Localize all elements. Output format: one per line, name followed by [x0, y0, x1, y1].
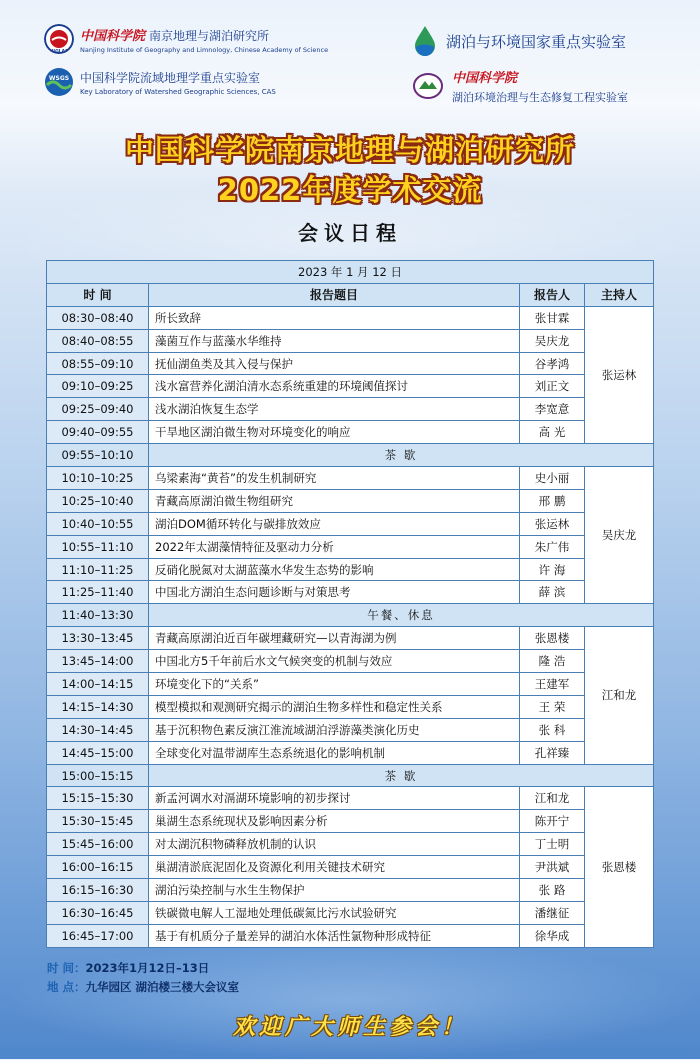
- topic-cell: 干旱地区湖泊微生物对环境变化的响应: [149, 421, 520, 444]
- topic-cell: 基于有机质分子量差异的湖泊水体活性氯物种形成特征: [149, 924, 520, 947]
- water-drop-icon: [410, 24, 440, 58]
- speaker-cell: 孔祥臻: [520, 741, 585, 764]
- speaker-cell: 张 路: [520, 879, 585, 902]
- event-place-label: 地 点：: [47, 980, 86, 994]
- table-row: [47, 421, 654, 444]
- table-row: [47, 581, 654, 604]
- table-row: [47, 489, 654, 512]
- speaker-cell: 张恩楼: [520, 627, 585, 650]
- speaker-cell: 王建军: [520, 673, 585, 696]
- topic-cell: 浅水富营养化湖泊清水态系统重建的环境阈值探讨: [149, 375, 520, 398]
- time-cell: 09:10–09:25: [47, 375, 149, 398]
- speaker-cell: 谷孝鸿: [520, 352, 585, 375]
- speaker-cell: 尹洪斌: [520, 856, 585, 879]
- table-row: [47, 558, 654, 581]
- table-row: [47, 718, 654, 741]
- time-cell: 11:10–11:25: [47, 558, 149, 581]
- speaker-cell: 许 海: [520, 558, 585, 581]
- speaker-cell: 刘正文: [520, 375, 585, 398]
- speaker-cell: 陈开宁: [520, 810, 585, 833]
- speaker-cell: 邢 鹏: [520, 489, 585, 512]
- table-row: [47, 306, 654, 329]
- schedule-date: 2023 年 1 月 12 日: [47, 261, 654, 284]
- date-row: [47, 261, 654, 284]
- topic-cell: 基于沉积物色素反演江淮流域湖泊浮游藻类演化历史: [149, 718, 520, 741]
- niglas-emblem-icon: [44, 24, 74, 54]
- column-header-row: [47, 283, 654, 306]
- topic-cell: 巢湖生态系统现状及影响因素分析: [149, 810, 520, 833]
- background-wave: [0, 940, 700, 1060]
- time-cell: 08:40–08:55: [47, 329, 149, 352]
- break-label: 午餐、休息: [149, 604, 654, 627]
- table-row: [47, 833, 654, 856]
- speaker-cell: 张运林: [520, 512, 585, 535]
- cas-script-text: 中国科学院: [452, 71, 518, 86]
- state-key-lab-logo: [410, 24, 626, 58]
- break-label: 茶 歇: [149, 764, 654, 787]
- wsgs-logo: [44, 67, 276, 97]
- table-row: [47, 879, 654, 902]
- time-cell: 13:45–14:00: [47, 650, 149, 673]
- time-cell: 14:30–14:45: [47, 718, 149, 741]
- institute-name-en: Nanjing Institute of Geography and Limnology, Chinese Academy of Science: [80, 45, 329, 54]
- main-title: 中国科学院南京地理与湖泊研究所: [124, 133, 575, 167]
- topic-cell: 乌梁素海“黄苔”的发生机制研究: [149, 467, 520, 490]
- speaker-cell: 江和龙: [520, 787, 585, 810]
- table-row: [47, 627, 654, 650]
- table-row: [47, 856, 654, 879]
- table-row: [47, 467, 654, 490]
- wsgs-emblem-icon: [44, 67, 74, 97]
- speaker-cell: 高 光: [520, 421, 585, 444]
- time-cell: 14:15–14:30: [47, 695, 149, 718]
- time-cell: 15:45–16:00: [47, 833, 149, 856]
- table-row: [47, 375, 654, 398]
- table-row: [47, 512, 654, 535]
- time-cell: 14:00–14:15: [47, 673, 149, 696]
- col-header-topic: 报告题目: [149, 283, 520, 306]
- time-cell: 10:55–11:10: [47, 535, 149, 558]
- topic-cell: 藻菌互作与蓝藻水华维持: [149, 329, 520, 352]
- table-row: [47, 810, 654, 833]
- time-cell: 15:15–15:30: [47, 787, 149, 810]
- table-row: [47, 650, 654, 673]
- time-cell: 15:30–15:45: [47, 810, 149, 833]
- table-row: [47, 329, 654, 352]
- col-header-speaker: 报告人: [520, 283, 585, 306]
- host-cell: 张运林: [585, 306, 654, 443]
- table-row: [47, 787, 654, 810]
- institute-name: 南京地理与湖泊研究所: [149, 28, 270, 43]
- topic-cell: 全球变化对温带湖库生态系统退化的影响机制: [149, 741, 520, 764]
- speaker-cell: 吴庆龙: [520, 329, 585, 352]
- table-row: [47, 924, 654, 947]
- topic-cell: 对太湖沉积物磷释放机制的认识: [149, 833, 520, 856]
- topic-cell: 中国北方湖泊生态问题诊断与对策思考: [149, 581, 520, 604]
- time-cell: 16:30–16:45: [47, 901, 149, 924]
- speaker-cell: 王 荣: [520, 695, 585, 718]
- topic-cell: 青藏高原湖泊近百年碳埋藏研究—以青海湖为例: [149, 627, 520, 650]
- speaker-cell: 张甘霖: [520, 306, 585, 329]
- topic-cell: 2022年太湖藻情特征及驱动力分析: [149, 535, 520, 558]
- time-cell: 08:55–09:10: [47, 352, 149, 375]
- engineering-lab-name: 湖泊环境治理与生态修复工程实验室: [452, 91, 628, 104]
- table-row: [47, 741, 654, 764]
- topic-cell: 铁碳微电解人工湿地处理低碳氮比污水试验研究: [149, 901, 520, 924]
- topic-cell: 湖泊污染控制与水生生物保护: [149, 879, 520, 902]
- time-cell: 11:25–11:40: [47, 581, 149, 604]
- topic-cell: 反硝化脱氮对太湖蓝藻水华发生态势的影响: [149, 558, 520, 581]
- welcome-message: 欢迎广大师生参会！: [232, 1014, 467, 1040]
- speaker-cell: 朱广伟: [520, 535, 585, 558]
- speaker-cell: 张 科: [520, 718, 585, 741]
- niglas-badge-text: NIGLAS: [49, 49, 69, 54]
- host-cell: 江和龙: [585, 627, 654, 764]
- event-time-value: 2023年1月12日–13日: [85, 961, 210, 975]
- host-cell: 张恩楼: [585, 787, 654, 947]
- break-row: [47, 764, 654, 787]
- col-header-time: 时 间: [47, 283, 149, 306]
- page-subtitle: 会议日程: [298, 221, 402, 245]
- speaker-cell: 李宽意: [520, 398, 585, 421]
- host-cell: 吴庆龙: [585, 467, 654, 604]
- state-key-lab-name: 湖泊与环境国家重点实验室: [446, 32, 627, 51]
- time-cell: 13:30–13:45: [47, 627, 149, 650]
- speaker-cell: 隆 浩: [520, 650, 585, 673]
- watershed-lab-name-en: Key Laboratory of Watershed Geographic Sciences, CAS: [80, 87, 276, 96]
- col-header-host: 主持人: [585, 283, 654, 306]
- break-label: 茶 歇: [149, 444, 654, 467]
- time-cell: 08:30–08:40: [47, 306, 149, 329]
- cas-script-text: 中国科学院: [80, 28, 146, 44]
- speaker-cell: 史小丽: [520, 467, 585, 490]
- break-row: [47, 444, 654, 467]
- time-cell: 16:45–17:00: [47, 924, 149, 947]
- table-row: [47, 352, 654, 375]
- main-title-year: 2022年度学术交流: [217, 173, 483, 207]
- topic-cell: 抚仙湖鱼类及其入侵与保护: [149, 352, 520, 375]
- event-time-label: 时 间：: [47, 961, 86, 975]
- table-row: [47, 673, 654, 696]
- topic-cell: 浅水湖泊恢复生态学: [149, 398, 520, 421]
- table-row: [47, 535, 654, 558]
- time-cell: 14:45–15:00: [47, 741, 149, 764]
- topic-cell: 新孟河调水对滆湖环境影响的初步探讨: [149, 787, 520, 810]
- watershed-lab-name: 中国科学院流域地理学重点实验室: [80, 70, 261, 85]
- engineering-lab-emblem-icon: [410, 71, 446, 101]
- time-cell: 16:15–16:30: [47, 879, 149, 902]
- time-cell: 16:00–16:15: [47, 856, 149, 879]
- time-cell: 11:40–13:30: [47, 604, 149, 627]
- topic-cell: 湖泊DOM循环转化与碳排放效应: [149, 512, 520, 535]
- wsgs-badge-text: WSGS: [48, 75, 70, 82]
- table-row: [47, 901, 654, 924]
- topic-cell: 巢湖清淤底泥固化及资源化利用关键技术研究: [149, 856, 520, 879]
- time-cell: 15:00–15:15: [47, 764, 149, 787]
- event-place: [47, 979, 239, 995]
- niglas-logo: [44, 24, 328, 54]
- time-cell: 10:10–10:25: [47, 467, 149, 490]
- time-cell: 09:40–09:55: [47, 421, 149, 444]
- topic-cell: 中国北方5千年前后水文气候突变的机制与效应: [149, 650, 520, 673]
- event-time: [47, 960, 209, 976]
- engineering-lab-logo: [410, 67, 628, 105]
- time-cell: 10:25–10:40: [47, 489, 149, 512]
- time-cell: 09:25–09:40: [47, 398, 149, 421]
- speaker-cell: 薛 滨: [520, 581, 585, 604]
- topic-cell: 环境变化下的“关系”: [149, 673, 520, 696]
- time-cell: 10:40–10:55: [47, 512, 149, 535]
- topic-cell: 所长致辞: [149, 306, 520, 329]
- speaker-cell: 潘继征: [520, 901, 585, 924]
- topic-cell: 模型模拟和观测研究揭示的湖泊生物多样性和稳定性关系: [149, 695, 520, 718]
- break-row: [47, 604, 654, 627]
- table-row: [47, 695, 654, 718]
- event-place-value: 九华园区 湖泊楼三楼大会议室: [85, 980, 240, 994]
- schedule-table: [46, 260, 654, 948]
- topic-cell: 青藏高原湖泊微生物组研究: [149, 489, 520, 512]
- speaker-cell: 丁士明: [520, 833, 585, 856]
- time-cell: 09:55–10:10: [47, 444, 149, 467]
- table-row: [47, 398, 654, 421]
- speaker-cell: 徐华成: [520, 924, 585, 947]
